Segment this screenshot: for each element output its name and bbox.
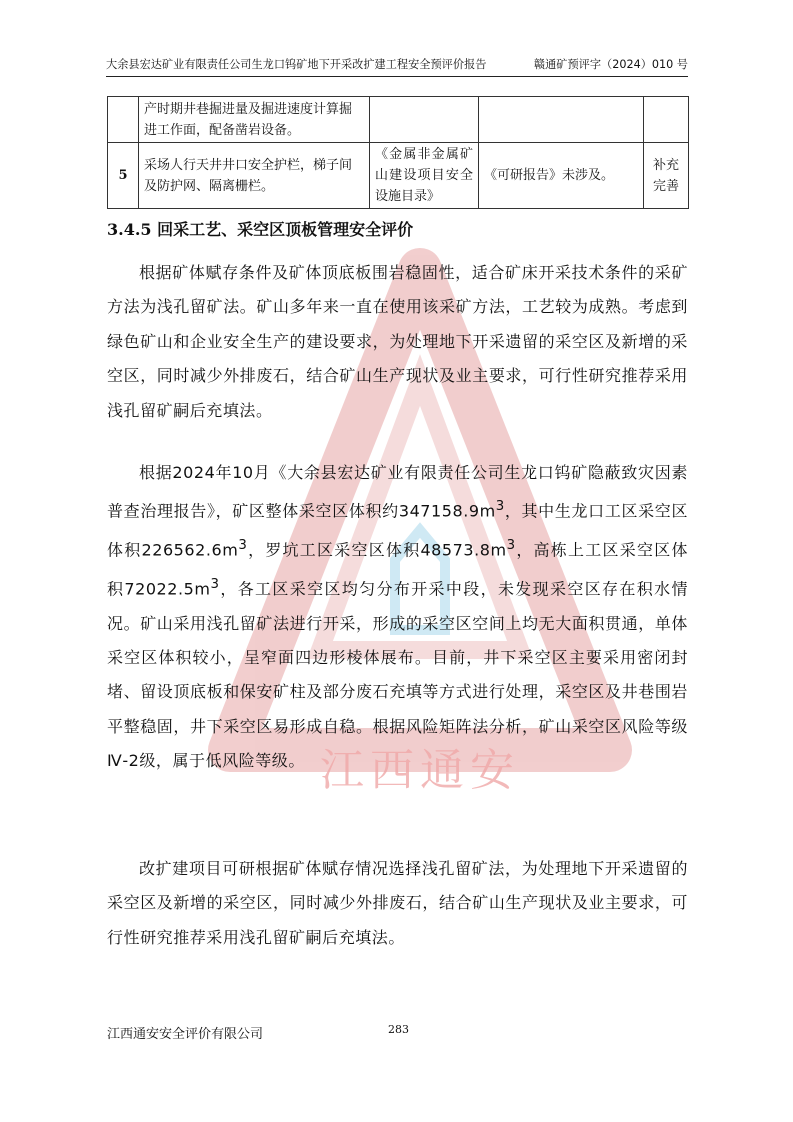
p2-text-5: ，各工区采空区均匀分布开采中段，未发现采空区存在积水情况。矿山采用浅孔留矿法进行开采，形成的采空区空间上均无大面积贯通，单体采空区体积较小，呈窄面四边形棱体展布。目前，井下采空区主要采用密闭封堵、留设顶底板和保安矿柱及部分废石充填等方式进行处理，采空区及井巷围岩平整稳固，井下采空区易形成自稳。根据风险矩阵法分析，矿山采空区风险等级Ⅳ-2级，属于低风险等级。 [107, 579, 688, 771]
page-footer [107, 1023, 688, 1042]
p2-volume-luokeng: 48573.8m [420, 540, 507, 560]
page-number: 283 [388, 1023, 409, 1036]
p2-text-2: ，其中生龙口工区采空区体积 [107, 501, 688, 560]
unit-superscript: 3 [506, 538, 516, 554]
row-item: 产时期井巷掘进量及掘进速度计算掘进工作面，配备凿岩设备。 [139, 97, 370, 143]
p2-text-4: ，高栋上工区采空区体积 [107, 540, 688, 599]
table-row [108, 143, 689, 209]
header-title: 大余县宏达矿业有限责任公司生龙口钨矿地下开采改扩建工程安全预评价报告 [106, 58, 487, 71]
p2-volume-gaodongshang: 72022.5m [124, 579, 211, 599]
p2-text-3: ，罗坑工区采空区体积 [247, 540, 421, 560]
row-basis: 《金属非金属矿山建设项目安全设施目录》 [370, 143, 479, 209]
p2-volume-total: 347158.9m [398, 501, 496, 521]
section-heading: 3.4.5 回采工艺、采空区顶板管理安全评价 [107, 220, 414, 239]
paragraph-mining-method: 根据矿体赋存条件及矿体顶底板围岩稳固性，适合矿床开采技术条件的采矿方法为浅孔留矿法。矿山多年来一直在使用该采矿方法，工艺较为成熟。考虑到绿色矿山和企业安全生产的建设要求，为处理地下开采遗留的采空区及新增的采空区，同时减少外排废石，结合矿山生产现状及业主要求，可行性研究推荐采用浅孔留矿嗣后充填法。 [107, 263, 688, 420]
table-row [108, 97, 689, 143]
page-header [106, 50, 688, 77]
footer-company: 江西通安安全评价有限公司 [107, 1027, 264, 1042]
safety-items-table [107, 96, 689, 209]
row-item: 采场人行天井井口安全护栏，梯子间及防护网、隔离栅栏。 [139, 143, 370, 209]
paragraph-expansion-project: 改扩建项目可研根据矿体赋存情况选择浅孔留矿法，为处理地下开采遗留的采空区及新增的采空区，同时减少外排废石，结合矿山生产现状及业主要求，可行性研究推荐采用浅孔留矿嗣后充填法。 [107, 859, 688, 947]
unit-superscript: 3 [210, 576, 220, 592]
p2-volume-shenglongkou: 226562.6m [141, 540, 239, 560]
paragraph-goaf-volume [107, 456, 688, 779]
unit-superscript: 3 [495, 499, 505, 515]
watermark-text-center: 江西通安 [320, 745, 520, 796]
row-action [644, 97, 689, 143]
header-doc-number: 赣通矿预评字（2024）010 号 [533, 58, 688, 71]
row-number: 5 [108, 143, 139, 209]
row-action: 补充完善 [644, 143, 689, 209]
p2-text-1: 根据2024年10月《大余县宏达矿业有限责任公司生龙口钨矿隐蔽致灾因素普查治理报告》，矿区整体采空区体积约 [107, 463, 688, 521]
row-status: 《可研报告》未涉及。 [479, 143, 644, 209]
unit-superscript: 3 [238, 538, 248, 554]
row-number [108, 97, 139, 143]
row-basis [370, 97, 479, 143]
row-status [479, 97, 644, 143]
